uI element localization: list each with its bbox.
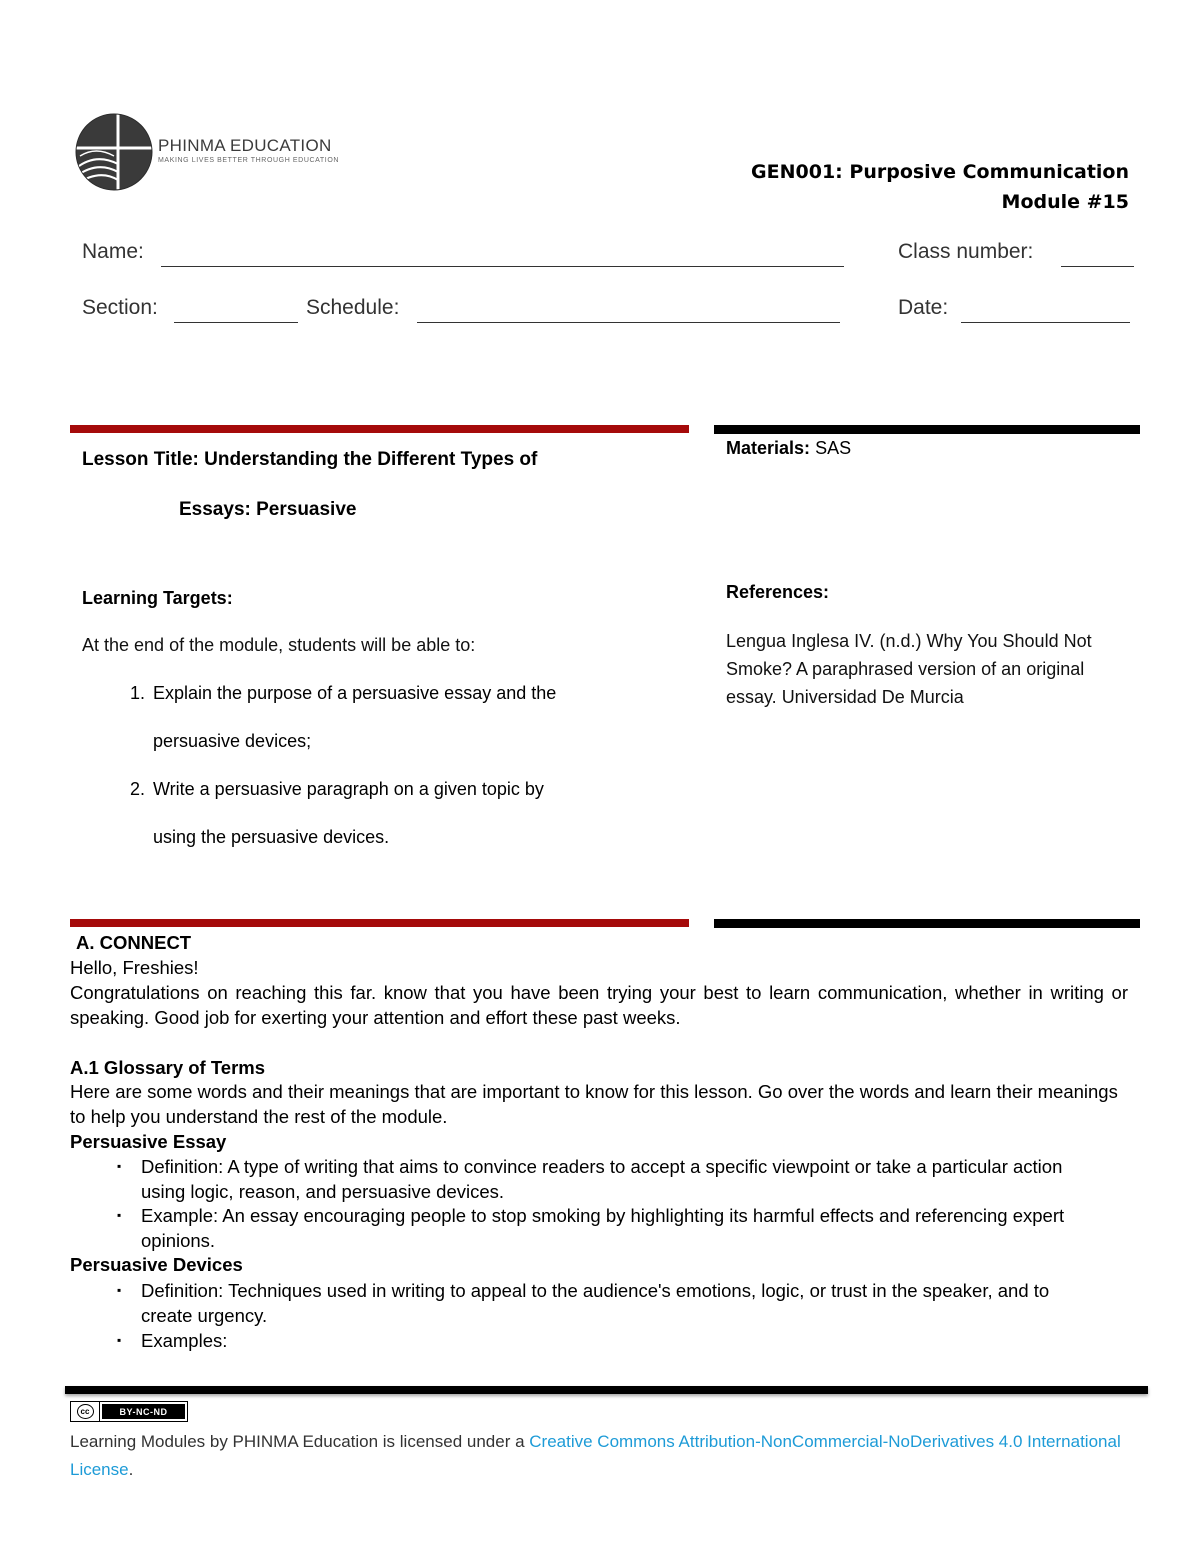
- date-label: Date:: [898, 296, 949, 319]
- term-persuasive-essay: Persuasive Essay: [70, 1131, 227, 1152]
- target-2-line1: Write a persuasive paragraph on a given topic by: [153, 779, 544, 799]
- globe-logo-icon: [74, 112, 154, 192]
- references-heading: References:: [726, 582, 830, 602]
- term-1-example: Example: An essay encouraging people to stop smoking by highlighting its harmful effects and referencing expert opinions.: [141, 1205, 1065, 1251]
- connect-greeting: Hello, Freshies!: [70, 957, 199, 978]
- target-1-number: 1.: [130, 683, 146, 703]
- materials-value: SAS: [815, 438, 852, 458]
- schedule-field[interactable]: [417, 322, 840, 323]
- cc-icon: [71, 1402, 100, 1421]
- class-number-field[interactable]: [1061, 266, 1134, 267]
- lesson-title-line2: Essays: Persuasive: [179, 499, 357, 520]
- name-field[interactable]: [161, 266, 844, 267]
- target-1: [153, 669, 683, 765]
- term-2-examples: Examples:: [141, 1330, 228, 1351]
- license-suffix: .: [128, 1460, 134, 1479]
- term-persuasive-devices: Persuasive Devices: [70, 1254, 243, 1275]
- connect-heading: A. CONNECT: [76, 932, 192, 953]
- learning-targets-intro: At the end of the module, students will be able to:: [82, 635, 476, 655]
- course-header: [751, 157, 1129, 217]
- glossary-heading: A.1 Glossary of Terms: [70, 1057, 266, 1078]
- materials: [726, 438, 851, 459]
- date-field[interactable]: [961, 322, 1130, 323]
- class-number-label: Class number:: [898, 240, 1034, 263]
- bullet-icon: ▪: [117, 1333, 122, 1347]
- license-link[interactable]: Creative Commons Attribution-NonCommercial-NoDerivatives 4.0 International License: [70, 1432, 1121, 1479]
- references-text: Lengua Inglesa IV. (n.d.) Why You Should Not Smoke? A paraphrased version of an original essay. Universidad De Murcia: [726, 631, 1092, 707]
- license-prefix: Learning Modules by PHINMA Education is licensed under a: [70, 1432, 530, 1451]
- lesson-bottom-bar: [70, 919, 689, 927]
- lesson-top-bar: [70, 425, 689, 433]
- target-1-line1: Explain the purpose of a persuasive essay and the: [153, 683, 557, 703]
- bullet-icon: ▪: [117, 1208, 122, 1222]
- target-1-line2: persuasive devices;: [153, 731, 312, 751]
- materials-bottom-bar: [714, 919, 1140, 928]
- license-text: [70, 1428, 1140, 1484]
- connect-paragraph: Congratulations on reaching this far. know that you have been trying your best to learn communication, whether in writing or speaking. Good job for exerting your attention and effort these past weeks.: [70, 982, 1128, 1028]
- schedule-label: Schedule:: [306, 296, 400, 319]
- glossary-intro: Here are some words and their meanings that are important to know for this lesson. Go over the words and learn their meanings to help you understand the rest of the module.: [70, 1081, 1118, 1127]
- term-1-definition: Definition: A type of writing that aims to convince readers to accept a specific viewpoint or take a particular action using logic, reason, and persuasive devices.: [141, 1156, 1063, 1202]
- learning-targets-heading: Learning Targets:: [82, 588, 233, 608]
- cc-mark: cc: [77, 1404, 94, 1419]
- cc-license-badge[interactable]: [70, 1401, 188, 1422]
- target-2: [153, 765, 683, 861]
- target-2-line2: using the persuasive devices.: [153, 827, 390, 847]
- brand-name: PHINMA EDUCATION: [158, 136, 332, 155]
- phinma-logo: [74, 110, 340, 192]
- target-2-number: 2.: [130, 779, 146, 799]
- module-number: Module #15: [1001, 191, 1129, 213]
- course-title: GEN001: Purposive Communication: [751, 161, 1129, 183]
- section-field[interactable]: [174, 322, 298, 323]
- cc-terms: BY-NC-ND: [102, 1404, 185, 1419]
- lesson-title-line1: Lesson Title: Understanding the Different Types of: [82, 449, 538, 470]
- bullet-icon: ▪: [117, 1159, 122, 1173]
- section-label: Section:: [82, 296, 158, 319]
- name-label: Name:: [82, 240, 144, 263]
- materials-label: Materials:: [726, 438, 811, 458]
- term-2-definition: Definition: Techniques used in writing to appeal to the audience's emotions, logic, or trust in the speaker, and to create urgency.: [141, 1280, 1050, 1326]
- bullet-icon: ▪: [117, 1283, 122, 1297]
- brand-tagline: MAKING LIVES BETTER THROUGH EDUCATION: [158, 157, 340, 164]
- materials-top-bar: [714, 425, 1140, 434]
- lesson-title: [82, 435, 682, 535]
- footer-bar: [65, 1386, 1148, 1394]
